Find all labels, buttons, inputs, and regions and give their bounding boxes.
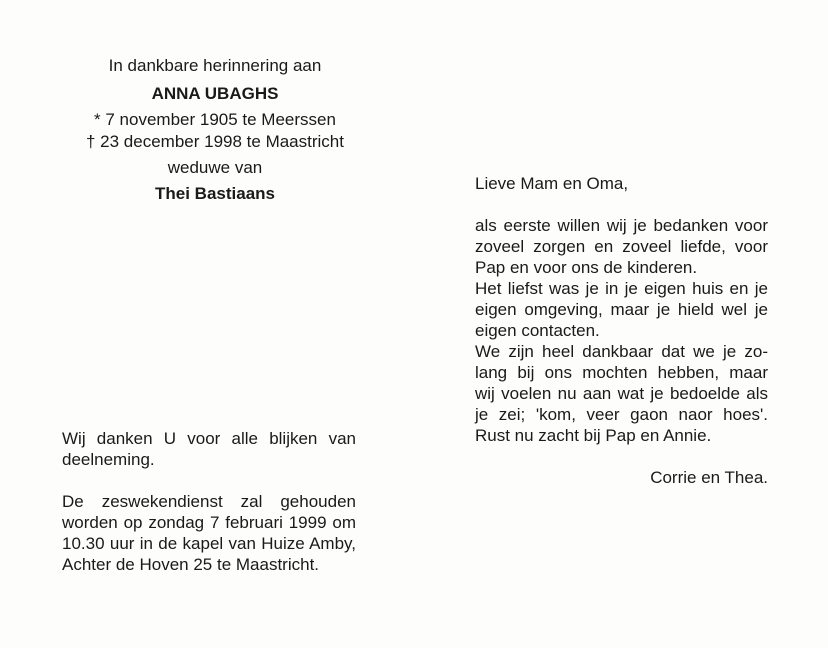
letter-line: eigen contacten. bbox=[475, 321, 600, 340]
letter-signature: Corrie en Thea. bbox=[650, 468, 768, 487]
widow-of-text: weduwe van bbox=[167, 158, 263, 177]
death-line: † 23 december 1998 te Maastricht bbox=[86, 132, 344, 151]
letter-line: je zei; 'kom, veer gaon naor hoes'. bbox=[475, 405, 768, 424]
letter-line: Pap en voor ons de kinderen. bbox=[475, 258, 698, 277]
letter-line: wij voelen nu aan wat je bedoelde als bbox=[475, 384, 768, 403]
service-text: De zeswekendienst zal gehouden worden op zondag 7 februari 1999 om 10.30 uur in de kapel van Huize Amby, Achter de Hoven 25 te Maastricht. bbox=[62, 492, 356, 574]
letter-line: lang bij ons mochten hebben, maar bbox=[475, 363, 768, 382]
birth-line: * 7 november 1905 te Meerssen bbox=[94, 110, 336, 129]
letter-line: zoveel zorgen en zoveel liefde, voor bbox=[475, 237, 768, 256]
husband-name: Thei Bastiaans bbox=[155, 184, 275, 203]
letter-line: eigen omgeving, maar je hield wel je bbox=[475, 300, 768, 319]
letter bbox=[475, 173, 768, 488]
memorial-header bbox=[60, 55, 370, 205]
letter-line: Rust nu zacht bij Pap en Annie. bbox=[475, 426, 712, 445]
deceased-name: ANNA UBAGHS bbox=[151, 84, 279, 103]
letter-line: als eerste willen wij je bedanken voor bbox=[475, 216, 768, 235]
intro-text: In dankbare herinnering aan bbox=[108, 56, 322, 75]
letter-line: We zijn heel dankbaar dat we je zo- bbox=[475, 342, 768, 361]
card-fold bbox=[414, 0, 415, 648]
thanks-section bbox=[62, 428, 356, 575]
letter-line: Het liefst was je in je eigen huis en je bbox=[475, 279, 768, 298]
letter-salutation: Lieve Mam en Oma, bbox=[475, 174, 629, 193]
thanks-text: Wij danken U voor alle blijken van deelneming. bbox=[62, 429, 356, 469]
